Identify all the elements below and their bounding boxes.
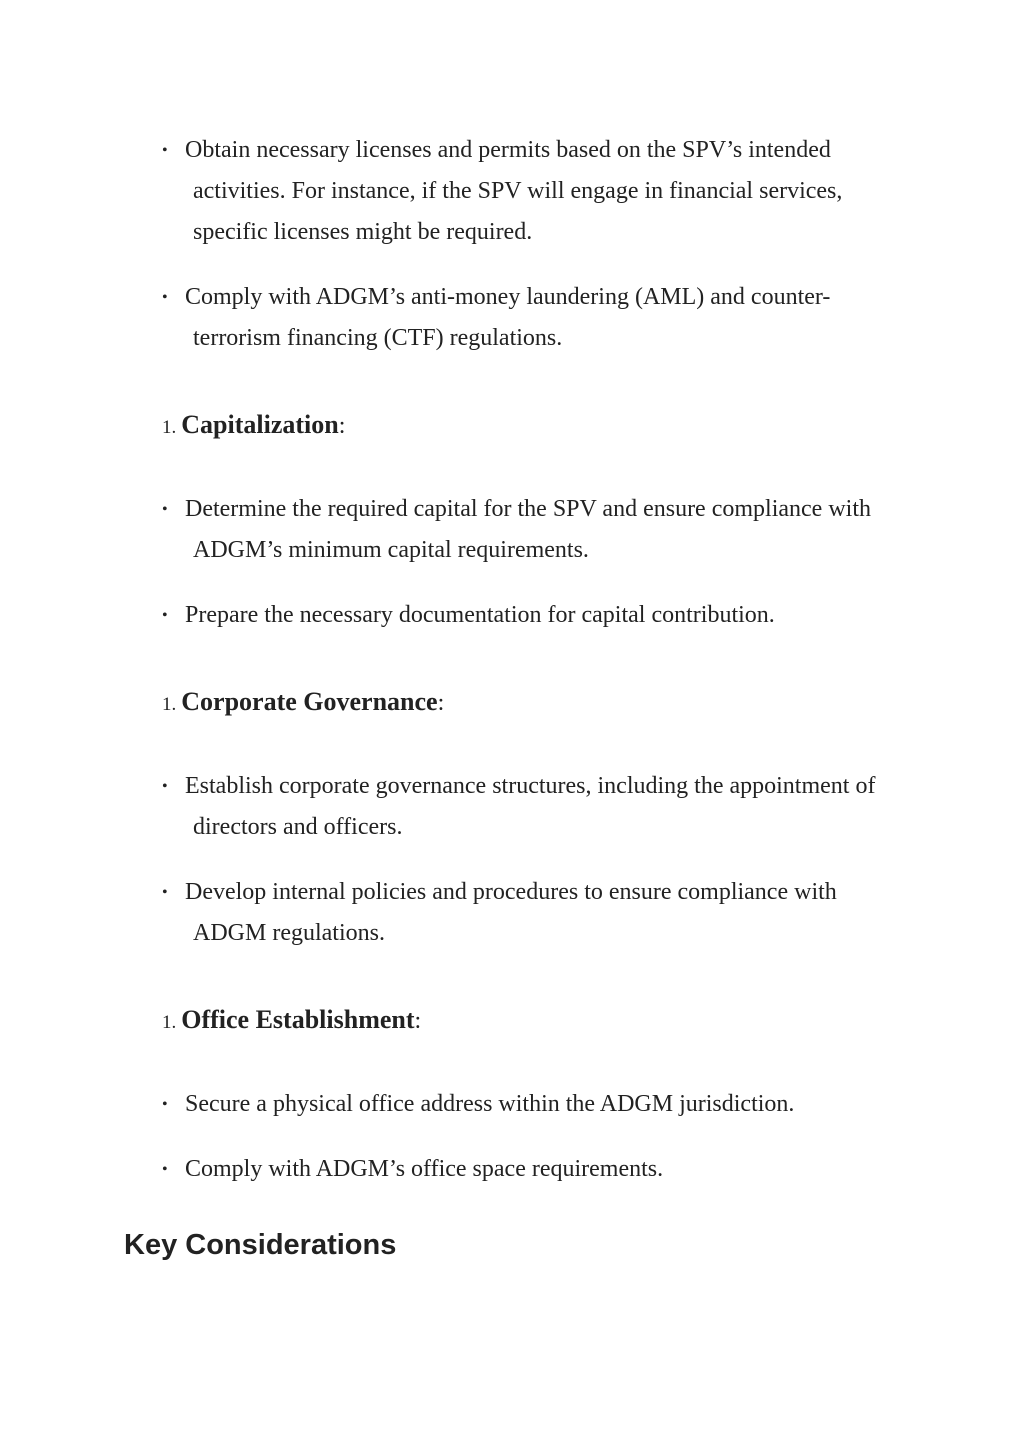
bullet-marker: • [162,884,168,901]
bullet-marker: • [162,1161,168,1178]
bullet-marker: • [162,607,168,624]
numbered-heading [162,404,345,448]
list-item [162,595,902,636]
list-item [162,872,902,954]
list-item-text: Comply with ADGM’s anti-money laundering (AML) and counter-terrorism financing (CTF) regulations. [185,284,831,351]
heading-title: Capitalization [181,410,339,439]
heading-colon: : [437,690,445,716]
list-item [162,1149,902,1190]
list-item [162,766,902,848]
heading-colon: : [414,1008,422,1034]
heading-title: Office Establishment [181,1005,415,1034]
list-item-text: Obtain necessary licenses and permits based on the SPV’s intended activities. For instance, if the SPV will engage in financial services, specific licenses might be required. [185,137,843,245]
list-item [162,130,902,253]
heading-number: 1. [162,417,177,438]
list-item [162,277,902,359]
list-item [162,1084,902,1125]
section-heading: Key Considerations [124,1229,397,1261]
list-item-text: Comply with ADGM’s office space requirements. [185,1156,664,1182]
bullet-marker: • [162,289,168,306]
heading-colon: : [338,413,346,439]
bullet-marker: • [162,142,168,159]
list-item-text: Prepare the necessary documentation for capital contribution. [185,602,775,628]
heading-title: Corporate Governance [181,687,438,716]
list-item [162,489,902,571]
bullet-marker: • [162,501,168,518]
numbered-heading [162,999,421,1043]
list-item-text: Determine the required capital for the SPV and ensure compliance with ADGM’s minimum capital requirements. [185,496,871,563]
bullet-marker: • [162,1096,168,1113]
list-item-text: Establish corporate governance structures, including the appointment of directors and officers. [185,773,876,840]
bullet-marker: • [162,778,168,795]
numbered-heading [162,681,444,725]
list-item-text: Develop internal policies and procedures to ensure compliance with ADGM regulations. [185,879,837,946]
heading-number: 1. [162,694,177,715]
heading-number: 1. [162,1012,177,1033]
list-item-text: Secure a physical office address within the ADGM jurisdiction. [185,1091,795,1117]
